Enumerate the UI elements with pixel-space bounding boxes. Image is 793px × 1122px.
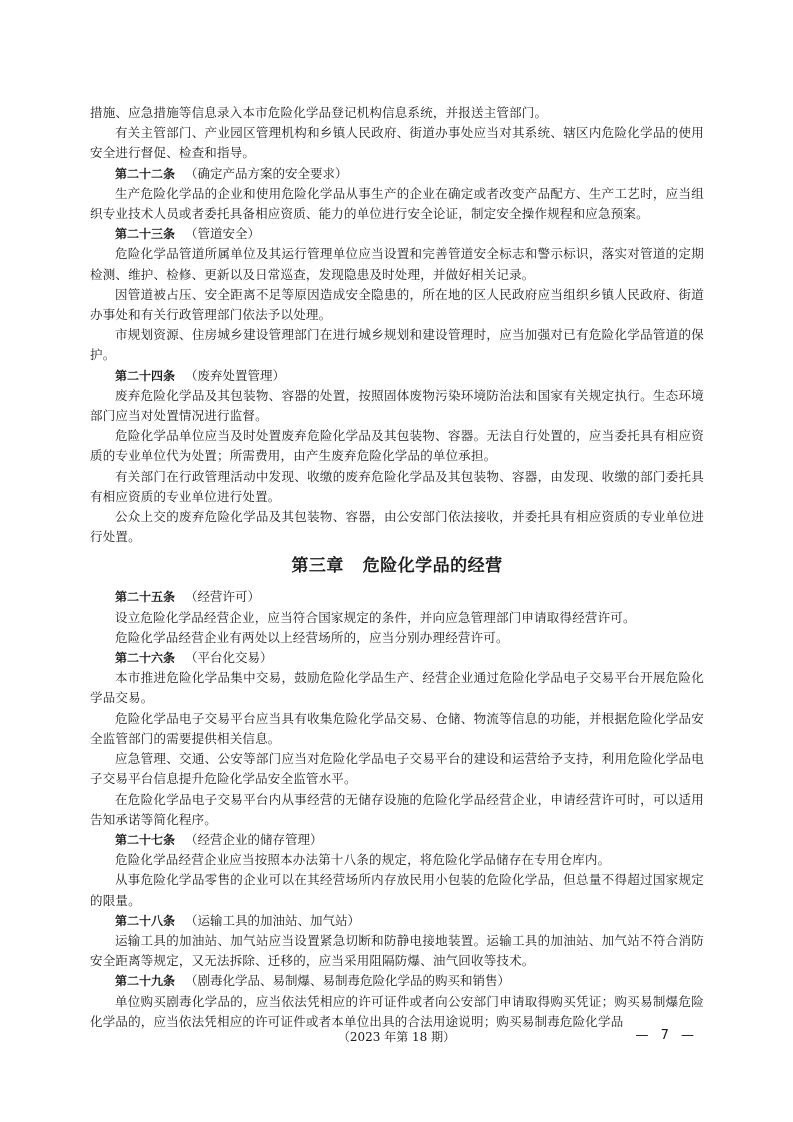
article-title: （经营企业的储存管理） [185, 831, 323, 847]
paragraph: 危险化学品经营企业有两处以上经营场所的，应当分别办理经营许可。 [115, 629, 509, 645]
article-heading [90, 366, 704, 386]
page-footer [0, 1028, 793, 1048]
article-title: （剧毒化学品、易制爆、易制毒危险化学品的购买和销售） [185, 973, 511, 989]
paragraph: 因管道被占压、安全距离不足等原因造成安全隐患的，所在地的区人民政府应当组织乡镇人民政府、街道办事处和有关行政管理部门依法予以处理。 [90, 286, 704, 323]
chapter-heading [90, 553, 704, 579]
article-heading [90, 587, 704, 607]
paragraph: 设立危险化学品经营企业，应当符合国家规定的条件，并向应急管理部门申请取得经营许可。 [115, 609, 636, 625]
article-heading [90, 224, 704, 244]
article-heading [90, 648, 704, 668]
article-title: （平台化交易） [185, 650, 273, 666]
paragraph: 本市推进危险化学品集中交易，鼓励危险化学品生产、经营企业通过危险化学品电子交易平台开展危险化学品交易。 [90, 670, 704, 706]
article-heading [90, 164, 704, 184]
article-number: 第二十六条 [115, 651, 176, 666]
paragraph: 市规划资源、住房城乡建设管理部门在进行城乡规划和建设管理时，应当加强对已有危险化学品管道的保护。 [90, 327, 704, 363]
article-number: 第二十四条 [115, 368, 176, 383]
article-title: （运输工具的加油站、加气站） [185, 912, 361, 928]
article-number: 第二十九条 [115, 974, 176, 989]
paragraph: 生产危险化学品的企业和使用危险化学品从事生产的企业在确定或者改变产品配方、生产工艺时，应当组织专业技术人员或者委托具备相应资质、能力的单位进行安全论证，制定安全操作规程和应急预案。 [90, 185, 704, 222]
chapter-number: 第三章 [291, 556, 344, 577]
article-title: （管道安全） [185, 226, 261, 242]
article-heading [90, 830, 704, 850]
article-number: 第二十八条 [115, 913, 176, 928]
paragraph: 危险化学品单位应当及时处置废弃危险化学品及其包装物、容器。无法自行处置的，应当委托具有相应资质的专业单位代为处置；所需费用，由产生废弃危险化学品的单位承担。 [90, 428, 704, 464]
paragraph: 运输工具的加油站、加气站应当设置紧急切断和防静电接地装置。运输工具的加油站、加气站不符合消防安全距离等规定，又无法拆除、迁移的，应当采用阻隔防爆、油气回收等技术。 [90, 932, 704, 969]
paragraph: 有关主管部门、产业园区管理机构和乡镇人民政府、街道办事处应当对其系统、辖区内危险化学品的使用安全进行督促、检查和指导。 [90, 125, 704, 161]
paragraph: 有关部门在行政管理活动中发现、收缴的废弃危险化学品及其包装物、容器，由发现、收缴的部门委托具有相应资质的专业单位进行处置。 [90, 468, 704, 504]
article-title: （确定产品方案的安全要求） [185, 165, 348, 181]
article-heading [90, 971, 704, 991]
article-number: 第二十五条 [115, 590, 176, 605]
page-body [90, 103, 704, 1032]
issue-label: （2023 年第 18 期） [337, 1030, 456, 1044]
page-number: — 7 — [635, 1028, 698, 1043]
paragraph: 从事危险化学品零售的企业可以在其经营场所内存放民用小包装的危险化学品，但总量不得超过国家规定的限量。 [90, 872, 704, 908]
paragraph: 危险化学品管道所属单位及其运行管理单位应当设置和完善管道安全标志和警示标识，落实对管道的定期检测、维护、检修、更新以及日常巡查，发现隐患及时处理，并做好相关记录。 [90, 246, 704, 282]
article-number: 第二十三条 [115, 227, 176, 242]
paragraph: 危险化学品经营企业应当按照本办法第十八条的规定，将危险化学品储存在专用仓库内。 [115, 852, 611, 868]
paragraph: 应急管理、交通、公安等部门应当对危险化学品电子交易平台的建设和运营给予支持，利用危险化学品电子交易平台信息提升危险化学品安全监管水平。 [90, 751, 704, 787]
article-heading [90, 911, 704, 931]
paragraph: 危险化学品电子交易平台应当具有收集危险化学品交易、仓储、物流等信息的功能，并根据危险化学品安全监管部门的需要提供相关信息。 [90, 710, 704, 746]
paragraph: 措施、应急措施等信息录入本市危险化学品登记机构信息系统，并报送主管部门。 [90, 105, 548, 120]
paragraph: 废弃危险化学品及其包装物、容器的处置，按照固体废物污染环境防治法和国家有关规定执行。生态环境部门应当对处置情况进行监督。 [90, 387, 704, 424]
paragraph: 公众上交的废弃危险化学品及其包装物、容器，由公安部门依法接收，并委托具有相应资质的专业单位进行处置。 [90, 509, 704, 545]
article-title: （废弃处置管理） [185, 367, 286, 383]
article-number: 第二十二条 [115, 166, 176, 181]
article-number: 第二十七条 [115, 832, 176, 847]
paragraph: 单位购买剧毒化学品的，应当依法凭相应的许可证件或者向公安部门申请取得购买凭证；购买易制爆危险化学品的，应当依法凭相应的许可证件或者本单位出具的合法用途说明；购买易制毒危险化学品 [90, 993, 704, 1029]
article-title: （经营许可） [185, 589, 261, 605]
paragraph: 在危险化学品电子交易平台内从事经营的无储存设施的危险化学品经营企业，申请经营许可时，可以适用告知承诺等简化程序。 [90, 791, 704, 827]
chapter-title: 危险化学品的经营 [362, 556, 503, 577]
